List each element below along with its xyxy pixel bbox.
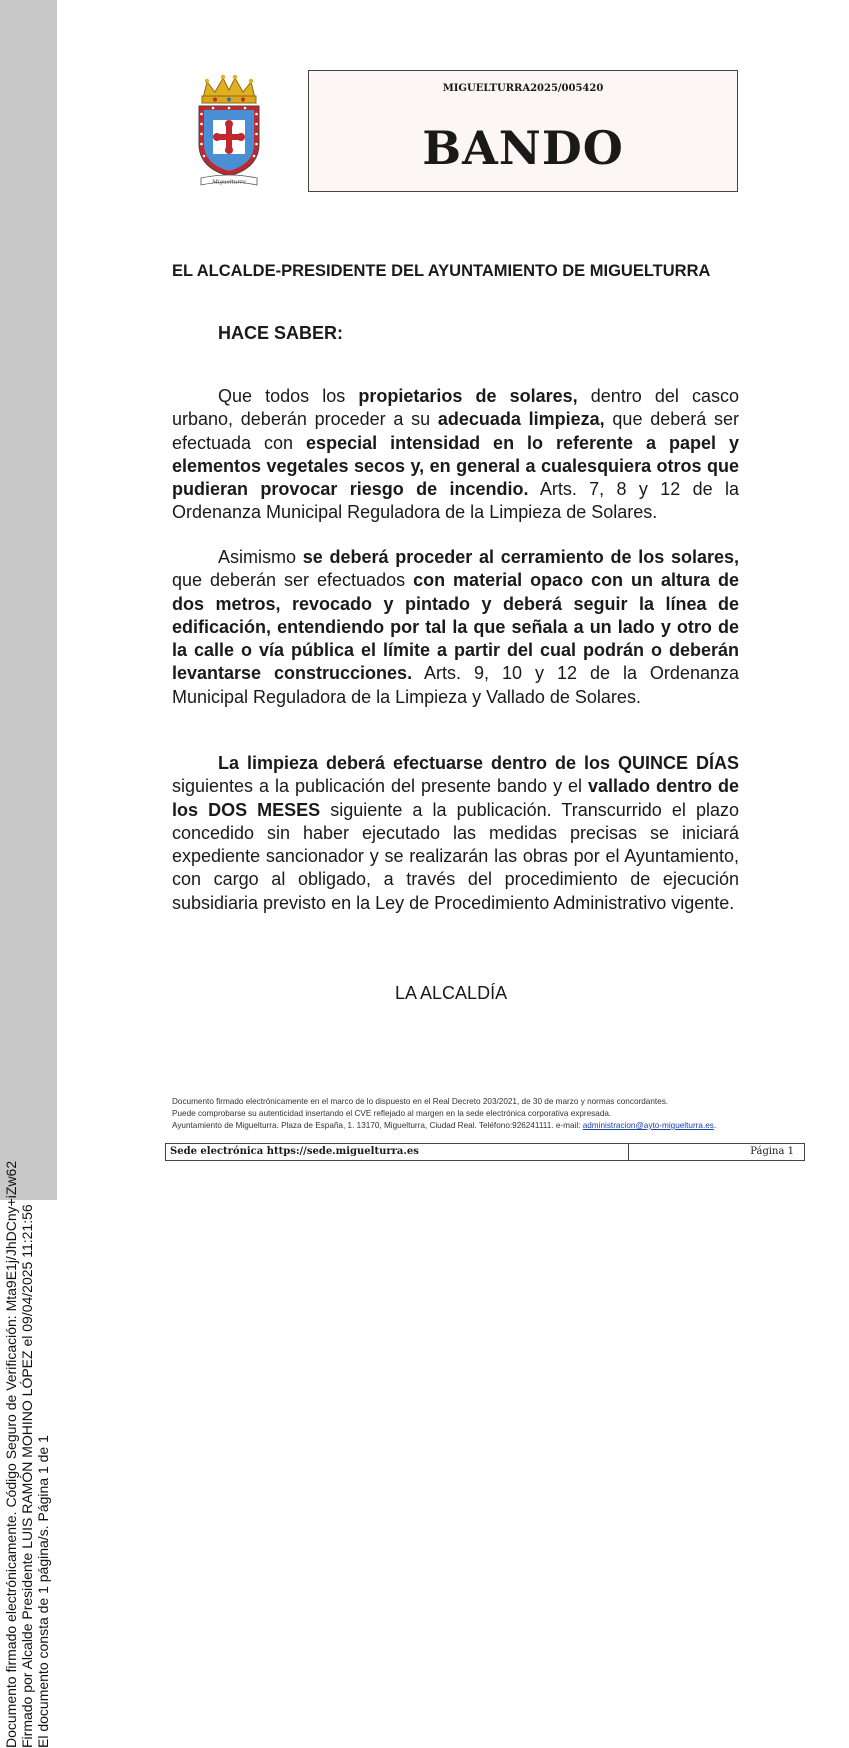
document-code: MIGUELTURRA2025/005420 bbox=[442, 83, 604, 94]
document-type: BANDO bbox=[422, 121, 624, 175]
verification-text bbox=[3, 1148, 51, 1748]
verification-strip bbox=[0, 0, 57, 1748]
signature: LA ALCALDÍA bbox=[395, 983, 508, 1003]
verification-line-3: El documento consta de 1 página/s. Página 1 de 1 bbox=[35, 1435, 51, 1748]
footer-note-1: Documento firmado electrónicamente en el marco de lo dispuesto en el Real Decreto 203/2021, de 30 de marzo y normas concordantes. bbox=[172, 1097, 669, 1106]
footer-bar bbox=[165, 1143, 805, 1161]
verification-line-1: Documento firmado electrónicamente. Código Seguro de Verificación: Mta9E1j/JhDCny+iZw62 bbox=[3, 1160, 19, 1748]
paragraph-fencing: Asimismo se deberá proceder al cerramiento de los solares, que deberán ser efectuados con material opaco con un altura de dos metros, revocado y pintado y deberá seguir la línea de edificación, entendiendo por tal la que señala a un lado y otro de la calle o vía pública el límite a partir del cual podrán o deberán levantarse construcciones. Arts. 9, 10 y 12 de la Ordenanza Municipal Reguladora de la Limpieza y Vallado de Solares. bbox=[172, 547, 739, 707]
footer-note-2: Puede comprobarse su autenticidad insertando el CVE reflejado al margen en la sede electrónica corporativa expresada. bbox=[172, 1109, 612, 1118]
page-number: Página 1 bbox=[750, 1146, 794, 1157]
svg-text:Miguelturra: Miguelturra bbox=[212, 179, 246, 186]
footer-notes bbox=[172, 1096, 812, 1132]
sede-electronica-link[interactable]: Sede electrónica https://sede.miguelturra.es bbox=[166, 1144, 629, 1160]
header-box bbox=[308, 70, 738, 192]
announcement-intro: HACE SABER: bbox=[218, 323, 344, 343]
footer-note-3: Ayuntamiento de Miguelturra. Plaza de España, 1. 13170, Miguelturra, Ciudad Real. Teléfono:926241111. e-mail: administracion@ayto-miguelturra.es. bbox=[172, 1121, 717, 1130]
coat-of-arms-logo bbox=[193, 72, 265, 190]
email-link[interactable]: administracion@ayto-miguelturra.es bbox=[582, 1121, 714, 1130]
verification-line-2: Firmado por Alcalde Presidente LUIS RAMÓN MOHINO LÓPEZ el 09/04/2025 11:21:56 bbox=[19, 1204, 35, 1748]
issuer-title: EL ALCALDE-PRESIDENTE DEL AYUNTAMIENTO DE MIGUELTURRA bbox=[172, 262, 711, 280]
paragraph-cleaning: Que todos los propietarios de solares, dentro del casco urbano, deberán proceder a su adecuada limpieza, que deberá ser efectuada con especial intensidad en lo referente a papel y elementos vegetales secos y, en general a cualesquiera otros que pudieran provocar riesgo de incendio. Arts. 7, 8 y 12 de la Ordenanza Municipal Reguladora de la Limpieza de Solares. bbox=[172, 386, 740, 523]
paragraph-deadlines: La limpieza deberá efectuarse dentro de los QUINCE DÍAS siguientes a la publicación del presente bando y el vallado dentro de los DOS MESES siguiente a la publicación. Transcurrido el plazo concedido sin haber ejecutado las medidas precisas se iniciará expediente sancionador y se realizarán las obras por el Ayuntamiento, con cargo al obligado, a través del procedimiento de ejecución subsidiaria previsto en la Ley de Procedimiento Administrativo vigente. bbox=[172, 753, 740, 913]
